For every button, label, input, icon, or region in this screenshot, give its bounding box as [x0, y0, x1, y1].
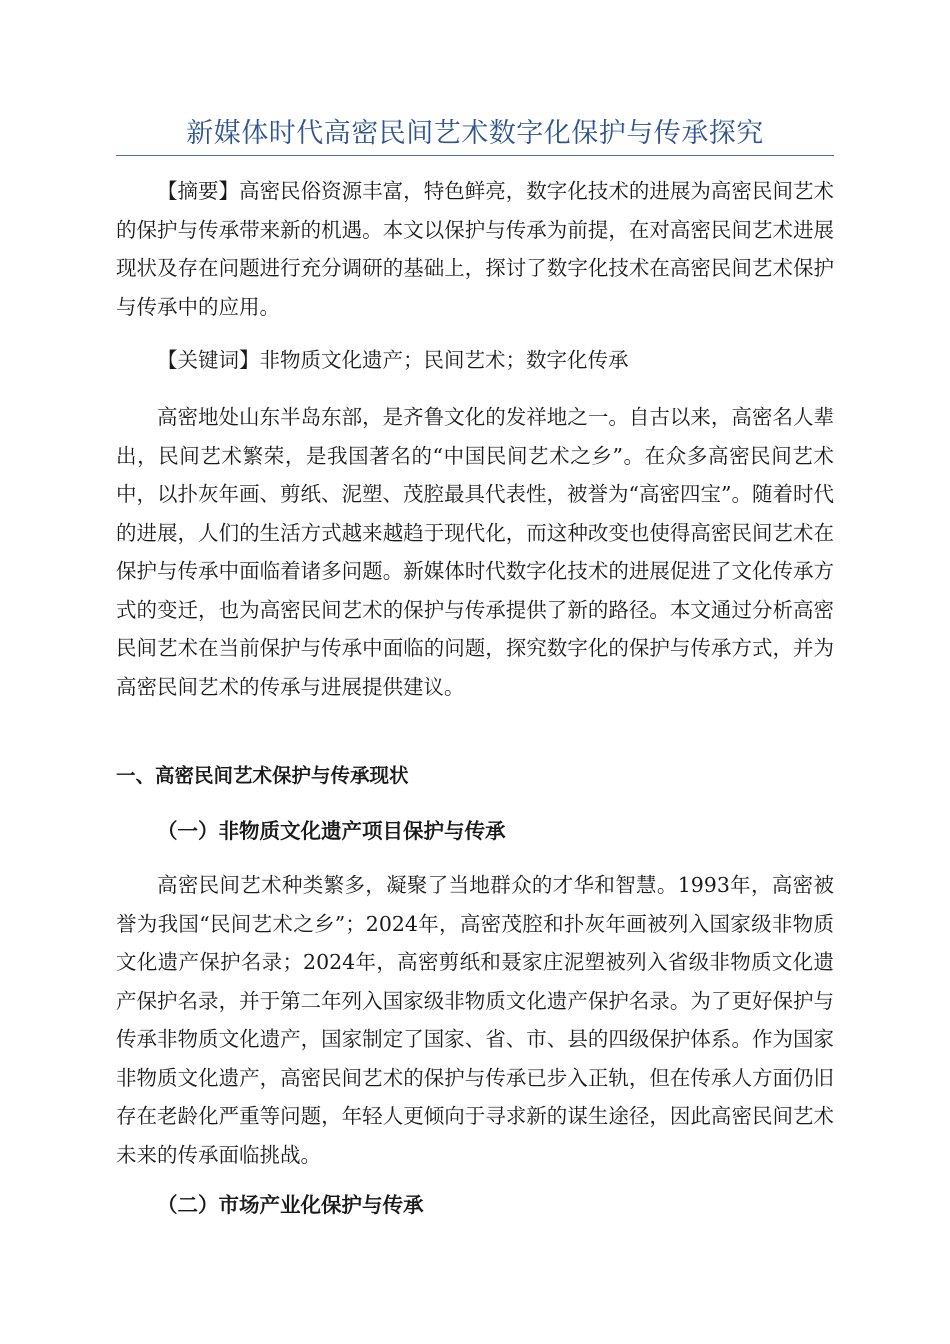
intro-paragraph: 高密地处山东半岛东部，是齐鲁文化的发祥地之一。自古以来，高密名人辈出，民间艺术繁荣，是我国著名的“中国民间艺术之乡”。在众多高密民间艺术中，以扑灰年画、剪纸、泥塑、茂腔最具代表性，被誉为“高密四宝”。随着时代的进展，人们的生活方式越来越趋于现代化，而这种改变也使得高密民间艺术在保护与传承中面临着诸多问题。新媒体时代数字化技术的进展促进了文化传承方式的变迁，也为高密民间艺术的保护与传承提供了新的路径。本文通过分析高密民间艺术在当前保护与传承中面临的问题，探究数字化的保护与传承方式，并为高密民间艺术的传承与进展提供建议。 — [116, 405, 834, 699]
subsection-heading-1: （一）非物质文化遗产项目保护与传承 — [157, 819, 506, 843]
title-underline — [116, 155, 834, 156]
subsection-heading-2: （二）市场产业化保护与传承 — [157, 1193, 424, 1217]
document-title: 新媒体时代高密民间艺术数字化保护与传承探究 — [186, 118, 764, 149]
keywords-paragraph: 【关键词】非物质文化遗产；民间艺术；数字化传承 — [157, 348, 629, 372]
section-heading-1: 一、高密民间艺术保护与传承现状 — [116, 764, 409, 787]
abstract-paragraph: 【摘要】高密民俗资源丰富，特色鲜亮，数字化技术的进展为高密民间艺术的保护与传承带来新的机遇。本文以保护与传承为前提，在对高密民间艺术进展现状及存在问题进行充分调研的基础上，探讨了数字化技术在高密民间艺术保护与传承中的应用。 — [116, 179, 834, 319]
subsection-1-paragraph: 高密民间艺术种类繁多，凝聚了当地群众的才华和智慧。1993年，高密被誉为我国“民间艺术之乡”；2024年，高密茂腔和扑灰年画被列入国家级非物质文化遗产保护名录；2024年，高密剪纸和聂家庄泥塑被列入省级非物质文化遗产保护名录，并于第二年列入国家级非物质文化遗产保护名录。为了更好保护与传承非物质文化遗产，国家制定了国家、省、市、县的四级保护体系。作为国家非物质文化遗产，高密民间艺术的保护与传承已步入正轨，但在传承人方面仍旧存在老龄化严重等问题，年轻人更倾向于寻求新的谋生途径，因此高密民间艺术未来的传承面临挑战。 — [116, 873, 834, 1167]
